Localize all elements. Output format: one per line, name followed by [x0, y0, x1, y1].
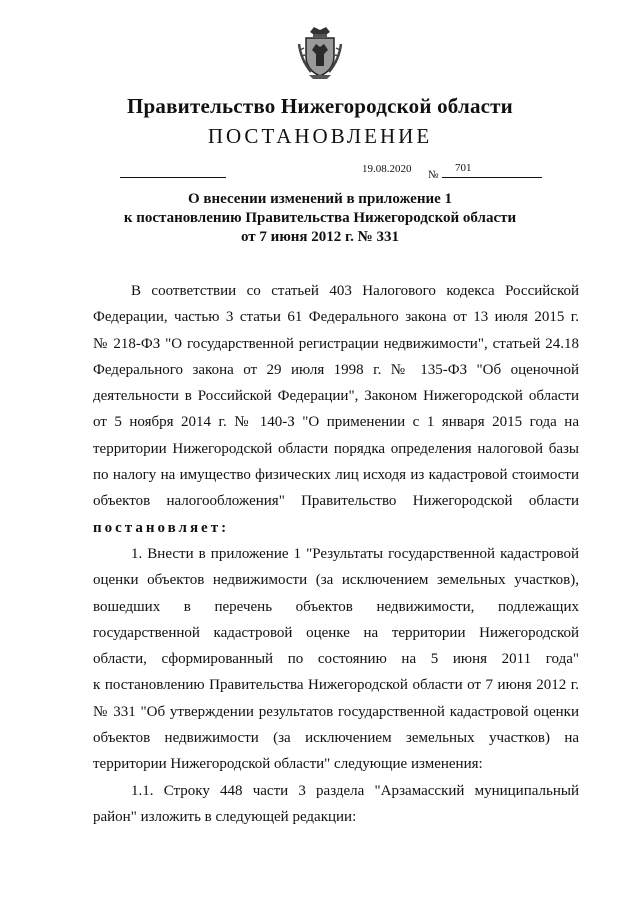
body-line: 1.1. Строку 448 части 3 раздела "Арзамасский муниципальный: [131, 782, 579, 799]
body-line: объектов налогообложения" Правительство Нижегородской области: [93, 493, 579, 510]
body-line: к постановлению Правительства Нижегородской области от 7 июня 2012 г.: [93, 677, 579, 694]
document-body: [93, 278, 579, 830]
heading-line: к постановлению Правительства Нижегородской области: [123, 210, 517, 226]
heading-line: О внесении изменений в приложение 1: [187, 191, 453, 207]
body-line: государственной кадастровой оценке на территории Нижегородской: [93, 624, 579, 641]
number-sign: №: [428, 169, 439, 181]
body-line: объектов недвижимости (за исключением земельных участков) на: [93, 730, 579, 747]
document-date: 19.08.2020: [362, 163, 412, 175]
date-blank-line: [120, 177, 226, 178]
document-type: ПОСТАНОВЛЕНИЕ: [207, 124, 433, 148]
number-line: [442, 177, 542, 178]
coat-of-arms-emblem: [297, 26, 343, 80]
body-line: территории Нижегородской области порядка определения налоговой базы: [93, 440, 579, 457]
document-heading: [0, 190, 640, 247]
body-line: деятельности в Российской Федерации", Законом Нижегородской области: [93, 388, 579, 405]
body-line: В соответствии со статьей 403 Налогового кодекса Российской: [131, 283, 579, 299]
decree-word-text: постановляет:: [93, 519, 230, 536]
body-line: от 5 ноября 2014 г. № 140-З "О применении с 1 января 2015 года на: [93, 414, 579, 431]
body-line: № 331 "Об утверждении результатов государственной кадастровой оценки: [93, 703, 579, 720]
body-line: Федерации, частью 3 статьи 61 Федерального закона от 13 июля 2015 г.: [93, 309, 579, 326]
body-line: области, сформированный по состоянию на 5 июня 2011 года": [93, 651, 579, 668]
body-line: по налогу на имущество физических лиц исходя из кадастровой стоимости: [93, 467, 579, 484]
document-number: 701: [455, 162, 472, 174]
decree-word: [93, 515, 579, 541]
body-line: район" изложить в следующей редакции:: [93, 808, 357, 825]
body-line: оценки объектов недвижимости (за исключением земельных участков),: [93, 572, 579, 589]
government-title: Правительство Нижегородской области: [127, 94, 513, 118]
body-line: территории Нижегородской области" следующие изменения:: [93, 756, 483, 773]
heading-line: от 7 июня 2012 г. № 331: [241, 229, 399, 245]
body-line: № 218-ФЗ "О государственной регистрации недвижимости", статьей 24.18: [93, 335, 579, 352]
body-line: Федерального закона от 29 июля 1998 г. № 135-ФЗ "Об оценочной: [93, 361, 579, 378]
body-line: 1. Внести в приложение 1 "Результаты государственной кадастровой: [131, 545, 579, 562]
body-line: вошедших в перечень объектов недвижимости, подлежащих: [93, 598, 579, 615]
